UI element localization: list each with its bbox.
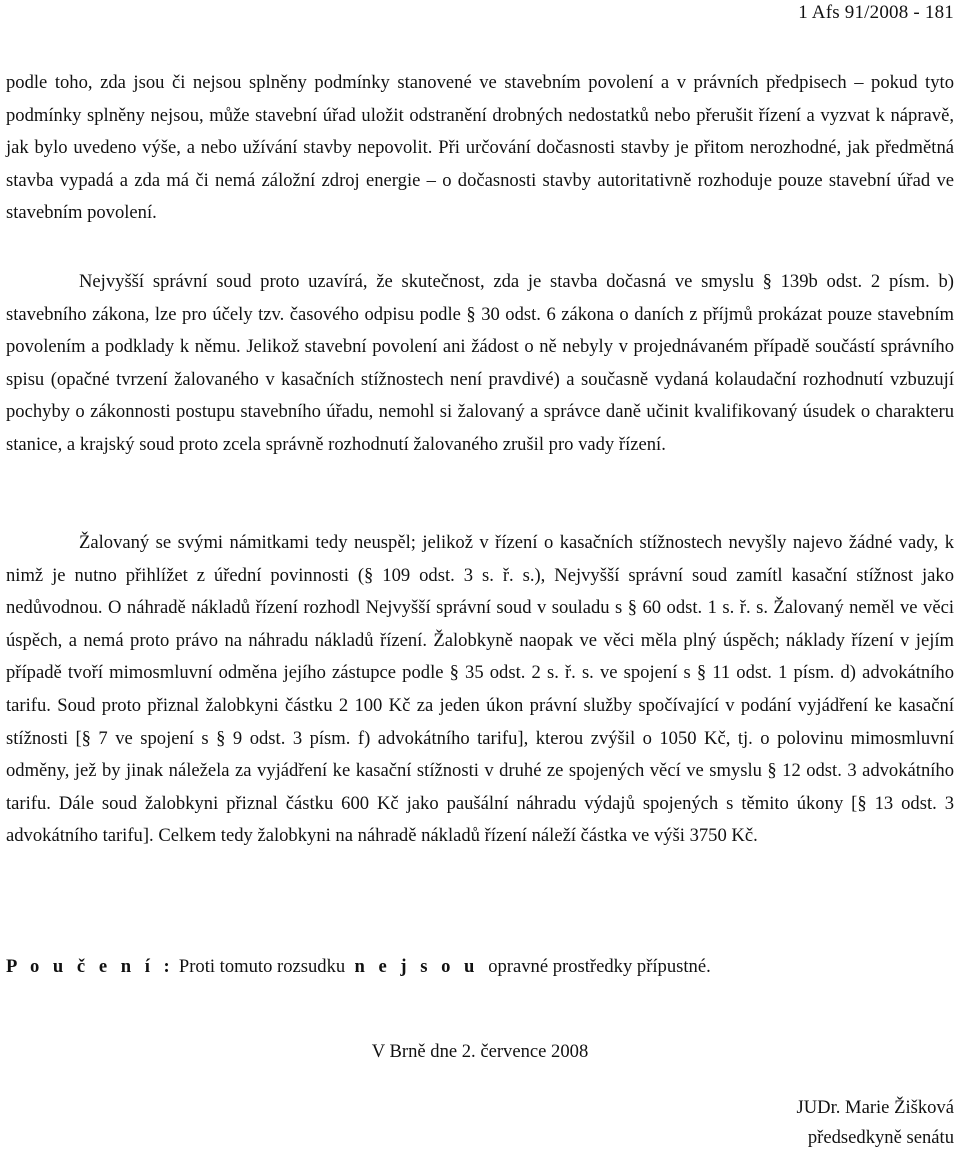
instruction-label: P o u č e n í : bbox=[6, 956, 175, 977]
instruction-text-before: Proti tomuto rozsudku bbox=[178, 956, 346, 977]
case-number: 1 Afs 91/2008 - 181 bbox=[798, 2, 954, 23]
signature-block bbox=[796, 1093, 954, 1153]
paragraph-conclusion: Nejvyšší správní soud proto uzavírá, že skutečnost, zda je stavba dočasná ve smyslu § 139b odst. 2 písm. b) stavebního zákona, lze pro účely tzv. časového odpisu podle § 30 odst. 6 zákona o daních z příjmů prokázat pouze stavebním povolením a podklady k němu. Jelikož stavební povolení ani žádost o ně nebyly v projednávaném případě součástí správního spisu (opačné tvrzení žalovaného v kasačních stížnostech není pravdivé) a současně vydaná kolaudační rozhodnutí vzbuzují pochyby o zákonnosti postupu stavebního úřadu, nemohl si žalovaný a správce daně učinit kvalifikovaný úsudek o charakteru stanice, a krajský soud proto zcela správně rozhodnutí žalovaného zrušil pro vady řízení. bbox=[6, 271, 954, 455]
legal-instruction bbox=[6, 951, 954, 983]
paragraph-continuation: podle toho, zda jsou či nejsou splněny podmínky stanovené ve stavebním povolení a v právních předpisech – pokud tyto podmínky splněny nejsou, může stavební úřad uložit odstranění drobných nedostatků nebo přerušit řízení a vyzvat k nápravě, jak bylo uvedeno výše, a nebo užívání stavby nepovolit. Při určování dočasnosti stavby je přitom nerozhodné, jak předmětná stavba vypadá a zda má či nemá záložní zdroj energie – o dočasnosti stavby autoritativně rozhoduje pouze stavební úřad ve stavebním povolení. bbox=[6, 72, 954, 224]
date-line: V Brně dne 2. července 2008 bbox=[371, 1041, 589, 1062]
signer-title: předsedkyně senátu bbox=[807, 1127, 954, 1148]
instruction-text-after: opravné prostředky přípustné. bbox=[488, 956, 711, 977]
instruction-emphasis: n e j s o u bbox=[354, 956, 479, 977]
signer-name: JUDr. Marie Žišková bbox=[796, 1097, 954, 1118]
paragraph-costs: Žalovaný se svými námitkami tedy neuspěl; jelikož v řízení o kasačních stížnostech nevyšly najevo žádné vady, k nimž je nutno přihlížet z úřední povinnosti (§ 109 odst. 3 s. ř. s.), Nejvyšší správní soud zamítl kasační stížnost jako nedůvodnou. O náhradě nákladů řízení rozhodl Nejvyšší správní soud v souladu s § 60 odst. 1 s. ř. s. Žalovaný neměl ve věci úspěch, a nemá proto právo na náhradu nákladů řízení. Žalobkyně naopak ve věci měla plný úspěch; náklady řízení v jejím případě tvoří mimosmluvní odměna jejího zástupce podle § 35 odst. 2 s. ř. s. ve spojení s § 11 odst. 1 písm. d) advokátního tarifu. Soud proto přiznal žalobkyni částku 2 100 Kč za jeden úkon právní služby spočívající v podání vyjádření ke kasační stížnosti [§ 7 ve spojení s § 9 odst. 3 písm. f) advokátního tarifu], kterou zvýšil o 1050 Kč, tj. o polovinu mimosmluvní odměny, jež by jinak náležela za vyjádření ke kasační stížnosti v druhé ze spojených věcí ve smyslu § 12 odst. 3 advokátního tarifu. Dále soud žalobkyni přiznal částku 600 Kč jako paušální náhradu výdajů spojených s těmito úkony [§ 13 odst. 3 advokátního tarifu]. Celkem tedy žalobkyni na náhradě nákladů řízení náleží částka ve výši 3750 Kč. bbox=[6, 532, 954, 847]
